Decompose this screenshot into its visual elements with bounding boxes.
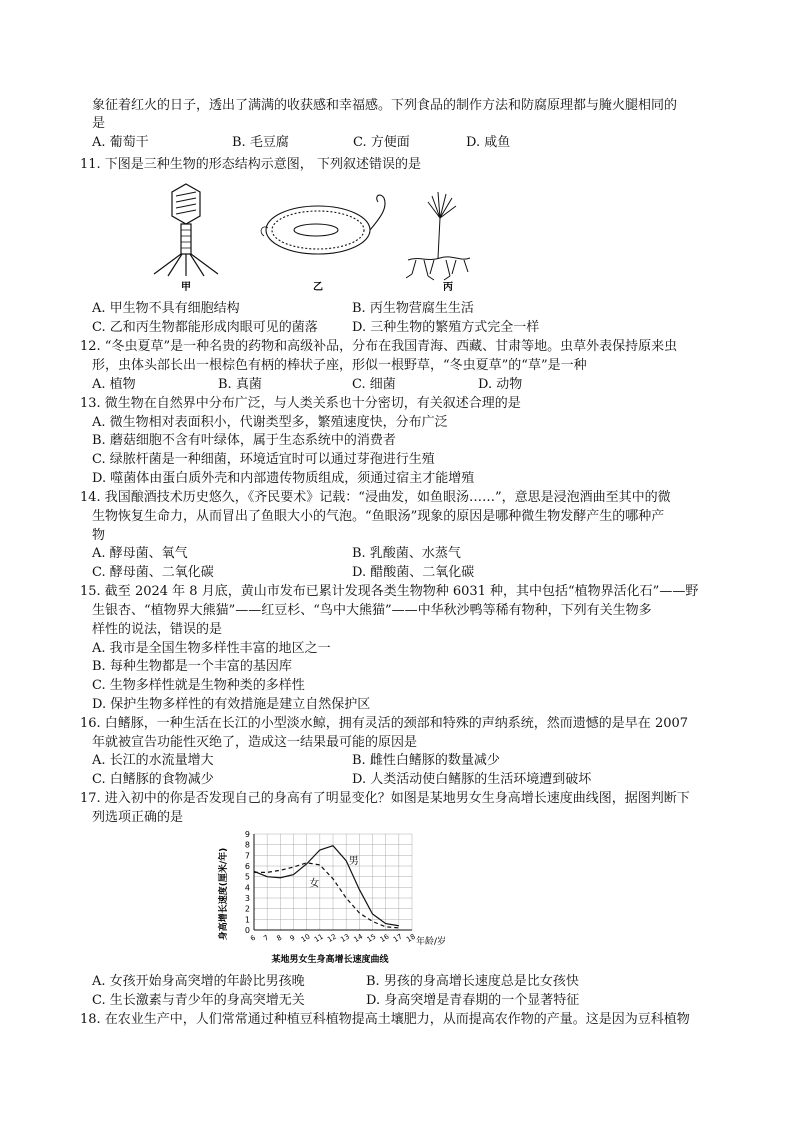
growth-chart	[212, 826, 472, 971]
q13-stem: 13. 微生物在自然界中分布广泛，与人类关系也十分密切，有关叙述合理的是	[80, 396, 521, 411]
x-tick-label: 14	[352, 932, 365, 944]
x-tick-label: 17	[391, 932, 404, 944]
y-tick-label: 3	[244, 894, 250, 903]
y-tick-label: 7	[244, 851, 250, 861]
y-tick-label: 6	[244, 862, 250, 871]
fig-label-jia: 甲	[181, 282, 191, 293]
q16-option-b[interactable]: B. 雌性白鳍豚的数量减少	[352, 753, 500, 768]
y-tick-label: 2	[244, 904, 250, 914]
q13-option-b[interactable]: B. 蘑菇细胞不含有叶绿体，属于生态系统中的消费者	[92, 433, 396, 448]
q15-option-a[interactable]: A. 我市是全国生物多样性丰富的地区之一	[92, 641, 331, 656]
q17-option-b[interactable]: B. 男孩的身高增长速度总是比女孩快	[366, 974, 579, 989]
bacterium-drawing	[261, 195, 385, 254]
intro-line-2: 是	[92, 116, 106, 131]
x-tick-label: 12	[326, 932, 338, 944]
mold-drawing	[406, 192, 470, 280]
series-line-female	[254, 863, 399, 928]
q12-line-1: 12. “冬虫夏草”是一种名贵的药物和高级补品，分布在我国青海、西藏、甘肃等地。虫草外表保持原来虫	[80, 339, 678, 354]
y-tick-label: 0	[244, 926, 250, 935]
chart-series	[254, 846, 399, 928]
y-tick-label: 1	[244, 915, 250, 925]
intro-option-a[interactable]: A. 葡萄干	[92, 135, 149, 150]
chart-title: 某地男女生身高增长速度曲线	[271, 955, 389, 965]
x-tick-label: 6	[249, 933, 257, 943]
x-tick-label: 9	[288, 933, 297, 943]
q14-option-b[interactable]: B. 乳酸菌、水蒸气	[352, 546, 461, 561]
series-line-male	[254, 846, 399, 926]
intro-option-d[interactable]: D. 咸鱼	[466, 135, 511, 150]
q16-line-1: 16. 白鳍豚，一种生活在长江的小型淡水鲸，拥有灵活的颈部和特殊的声纳系统，然而遗憾的是早在 2007	[80, 716, 689, 731]
q15-option-c[interactable]: C. 生物多样性就是生物种类的多样性	[92, 678, 305, 693]
x-tick-label: 10	[299, 932, 312, 944]
q12-option-d[interactable]: D. 动物	[478, 377, 523, 392]
q16-option-c[interactable]: C. 白鳍豚的食物减少	[92, 772, 214, 787]
y-tick-label: 4	[244, 883, 250, 893]
q16-option-d[interactable]: D. 人类活动使白鳍豚的生活环境遭到破坏	[352, 772, 592, 787]
q15-line-3: 样性的说法，错误的是	[92, 622, 223, 637]
q12-line-2: 形，虫体头部长出一根棕色有柄的棒状子座，形似一根野草，“冬虫夏草”的“草”是一种	[92, 358, 587, 373]
q11-option-b[interactable]: B. 丙生物营腐生生活	[352, 301, 474, 316]
q14-line-3: 物	[92, 528, 106, 543]
q15-line-2: 生银杏、“植物界大熊猫”——红豆杉、“鸟中大熊猫”——中华秋沙鸭等稀有物种，下列有关生物多	[92, 603, 652, 618]
intro-option-c[interactable]: C. 方便面	[353, 135, 410, 150]
x-tick-label: 16	[378, 932, 391, 944]
q11-option-d[interactable]: D. 三种生物的繁殖方式完全一样	[352, 320, 540, 335]
q11-figure	[148, 178, 488, 296]
q17-line-1: 17. 进入初中的你是否发现自己的身高有了明显变化？如图是某地男女生身高增长速度曲线图，据图判断下	[80, 791, 690, 806]
x-tick-label: 7	[262, 933, 271, 943]
q16-option-a[interactable]: A. 长江的水流量增大	[92, 753, 214, 768]
series-label-female: 女	[309, 878, 320, 890]
intro-option-b[interactable]: B. 毛豆腐	[232, 135, 289, 150]
y-tick-label: 9	[244, 830, 250, 839]
q11-option-c[interactable]: C. 乙和丙生物都能形成肉眼可见的菌落	[92, 320, 318, 335]
q15-option-b[interactable]: B. 每种生物都是一个丰富的基因库	[92, 659, 292, 674]
q17-line-2: 列选项正确的是	[92, 810, 184, 825]
q16-line-2: 年就被宣告功能性灭绝了，造成这一结果最可能的原因是	[92, 735, 418, 750]
q12-option-b[interactable]: B. 真菌	[218, 377, 262, 392]
intro-line-1: 象征着红火的日子，透出了满满的收获感和幸福感。下列食品的制作方法和防腐原理都与腌火腿相同的	[92, 98, 678, 113]
q17-option-d[interactable]: D. 身高突增是青春期的一个显著特征	[366, 993, 580, 1008]
fig-label-bing: 丙	[443, 282, 453, 293]
q13-option-d[interactable]: D. 噬菌体由蛋白质外壳和内部遗传物质组成，须通过宿主才能增殖	[92, 471, 475, 486]
phage-drawing	[154, 184, 218, 276]
x-tick-label: 18	[405, 932, 417, 944]
x-tick-label: 11	[312, 932, 325, 944]
q15-line-1: 15. 截至 2024 年 8 月底，黄山市发布已累计发现各类生物物种 6031 种，其中包括“植物界活化石”——野	[80, 584, 699, 599]
y-tick-label: 5	[244, 872, 250, 882]
q12-option-a[interactable]: A. 植物	[92, 377, 136, 392]
q11-stem: 11. 下图是三种生物的形态结构示意图， 下列叙述错误的是	[80, 157, 421, 172]
chart-xlabel: 年龄/岁	[416, 937, 447, 947]
q17-option-a[interactable]: A. 女孩开始身高突增的年龄比男孩晚	[92, 974, 305, 989]
chart-ylabel: 身高增长速度(厘米/年)	[219, 847, 229, 941]
x-tick-label: 15	[365, 932, 378, 944]
q11-option-a[interactable]: A. 甲生物不具有细胞结构	[92, 301, 240, 316]
series-label-male: 男	[348, 855, 359, 867]
q14-option-c[interactable]: C. 酵母菌、二氧化碳	[92, 565, 214, 580]
x-tick-label: 8	[275, 933, 284, 943]
q13-option-c[interactable]: C. 绿脓杆菌是一种细菌，环境适宜时可以通过芽孢进行生殖	[92, 452, 435, 467]
q13-option-a[interactable]: A. 微生物相对表面积小，代谢类型多，繁殖速度快，分布广泛	[92, 415, 448, 430]
q14-option-d[interactable]: D. 醋酸菌、二氧化碳	[352, 565, 475, 580]
y-tick-label: 8	[244, 840, 250, 850]
q14-line-1: 14. 我国酿酒技术历史悠久，《齐民要术》记载：“浸曲发，如鱼眼汤……”，意思是浸泡酒曲至其中的微	[80, 490, 671, 505]
q12-option-c[interactable]: C. 细菌	[352, 377, 396, 392]
q18-line-1: 18. 在农业生产中，人们常常通过种植豆科植物提高土壤肥力，从而提高农作物的产量。这是因为豆科植物	[80, 1012, 690, 1027]
q15-option-d[interactable]: D. 保护生物多样性的有效措施是建立自然保护区	[92, 697, 371, 712]
fig-label-yi: 乙	[313, 282, 323, 293]
q14-line-2: 生物恢复生命力，从而冒出了鱼眼大小的气泡。“鱼眼汤”现象的原因是哪种微生物发酵产生的哪种产	[92, 509, 665, 524]
q17-option-c[interactable]: C. 生长激素与青少年的身高突增无关	[92, 993, 305, 1008]
x-tick-label: 13	[339, 932, 352, 944]
q14-option-a[interactable]: A. 酵母菌、氧气	[92, 546, 188, 561]
